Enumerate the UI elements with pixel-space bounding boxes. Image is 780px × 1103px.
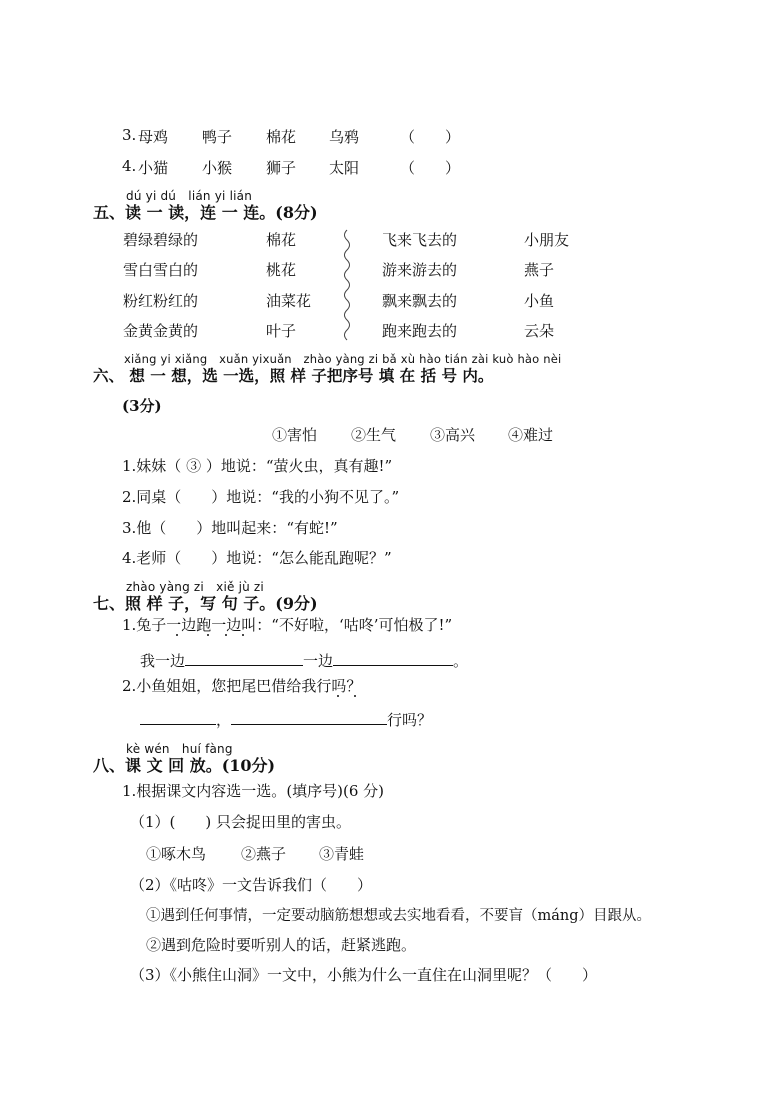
col1-item: 金黄金黄的 — [123, 322, 199, 340]
col2-item: 油菜花 — [266, 292, 312, 310]
answer-line-2 — [140, 709, 432, 730]
option-item: ②生气 — [351, 426, 397, 444]
row3-number: 3. — [122, 126, 137, 144]
option-item: ③高兴 — [430, 426, 476, 444]
example-sentence-2: 2.小鱼姐姐，您把尾巴借给我行吗？ — [122, 677, 362, 695]
answer-end: 。 — [453, 652, 469, 670]
emphasis-dot — [242, 634, 244, 636]
answer-comma: ， — [216, 711, 232, 729]
row4-number: 4. — [122, 157, 137, 175]
section8-pinyin: kè wén huí fàng — [126, 742, 233, 756]
emphasis-dot — [176, 634, 178, 636]
option-item: ①害怕 — [272, 426, 318, 444]
row3-word2: 鸭子 — [202, 128, 233, 146]
section7-title: 七、照 样 子，写 句 子。(9分) — [93, 594, 318, 613]
row4-word4: 太阳 — [329, 159, 360, 177]
row4-answer-paren[interactable]: （ ） — [400, 159, 461, 177]
col3-item: 飘来飘去的 — [382, 292, 458, 310]
col4-item: 小鱼 — [524, 292, 555, 310]
section8-title: 八、课 文 回 放。(10分) — [93, 756, 276, 775]
emphasis-dot — [225, 634, 227, 636]
answer-blank[interactable] — [231, 710, 387, 725]
answer-middle: 一边 — [303, 652, 334, 670]
col4-item: 小朋友 — [524, 231, 570, 249]
answer-line-1 — [140, 650, 468, 671]
section7-pinyin: zhào yàng zi xiě jù zi — [126, 580, 264, 594]
sub2-option-1: ①遇到任何事情，一定要动脑筋想想或去实地看看，不要盲（máng）目跟从。 — [146, 908, 652, 924]
row3-word1: 母鸡 — [138, 128, 169, 146]
example-sentence: 1.兔子一边跑一边叫：“不好啦，‘咕咚’可怕极了!” — [122, 616, 453, 634]
question-item[interactable]: 3.他（ ）地叫起来：“有蛇!” — [122, 519, 338, 537]
col3-item: 飞来飞去的 — [382, 231, 458, 249]
section5-title: 五、读 一 读，连 一 连。(8分) — [93, 203, 318, 222]
col1-item: 碧绿碧绿的 — [123, 231, 199, 249]
answer-blank[interactable] — [333, 651, 453, 666]
row3-word3: 棉花 — [266, 128, 297, 146]
col2-item: 叶子 — [266, 322, 297, 340]
col3-item: 游来游去的 — [382, 261, 458, 279]
question-item[interactable]: 2.同桌（ ）地说：“我的小狗不见了。” — [122, 488, 400, 506]
sub-question-1[interactable]: （1）( ) 只会捉田里的害虫。 — [130, 813, 352, 831]
section5-pinyin: dú yi dú lián yi lián — [126, 189, 253, 203]
question-item[interactable]: 1.妹妹（ ③ ）地说：“萤火虫，真有趣!” — [122, 457, 393, 475]
row3-word4: 乌鸦 — [329, 128, 360, 146]
option-item: ④难过 — [508, 426, 554, 444]
sub-question-2[interactable]: （2）《咕咚》一文告诉我们（ ） — [130, 876, 373, 894]
emphasis-dot — [337, 695, 339, 697]
answer-prefix: 我一边 — [140, 652, 186, 670]
question-1: 1.根据课文内容选一选。(填序号)(6 分) — [122, 782, 385, 800]
question-item[interactable]: 4.老师（ ）地说：“怎么能乱跑呢？” — [122, 549, 392, 567]
section6-title: 六、 想 一 想，选 一选，照 样 子把序号 填 在 括 号 内。 — [93, 366, 494, 385]
col3-item: 跑来跑去的 — [382, 322, 458, 340]
sub-question-3[interactable]: （3）《小熊住山洞》一文中，小熊为什么一直住在山洞里呢？（ ） — [130, 966, 598, 984]
answer-end-2: 行吗？ — [387, 711, 433, 729]
sub1-option: ③青蛙 — [319, 845, 365, 863]
section6-score: (3分) — [122, 397, 162, 415]
row4-word3: 狮子 — [266, 159, 297, 177]
col4-item: 燕子 — [524, 261, 555, 279]
col1-item: 粉红粉红的 — [123, 292, 199, 310]
col4-item: 云朵 — [524, 322, 555, 340]
emphasis-dot — [354, 695, 356, 697]
col2-item: 桃花 — [266, 261, 297, 279]
row3-answer-paren[interactable]: （ ） — [400, 128, 461, 146]
wavy-divider — [340, 228, 354, 344]
row4-word2: 小猴 — [202, 159, 233, 177]
col2-item: 棉花 — [266, 231, 297, 249]
answer-blank[interactable] — [185, 651, 303, 666]
answer-blank[interactable] — [140, 710, 216, 725]
sub2-option-2: ②遇到危险时要听别人的话，赶紧逃跑。 — [146, 936, 417, 954]
emphasis-dot — [207, 634, 209, 636]
sub1-option: ②燕子 — [241, 845, 287, 863]
section6-pinyin: xiǎng yi xiǎng xuǎn yixuǎn zhào yàng zi bǎ xù hào tián zài kuò hào nèi — [124, 352, 562, 366]
row4-word1: 小猫 — [138, 159, 169, 177]
sub1-option: ①啄木鸟 — [146, 845, 207, 863]
col1-item: 雪白雪白的 — [123, 261, 199, 279]
